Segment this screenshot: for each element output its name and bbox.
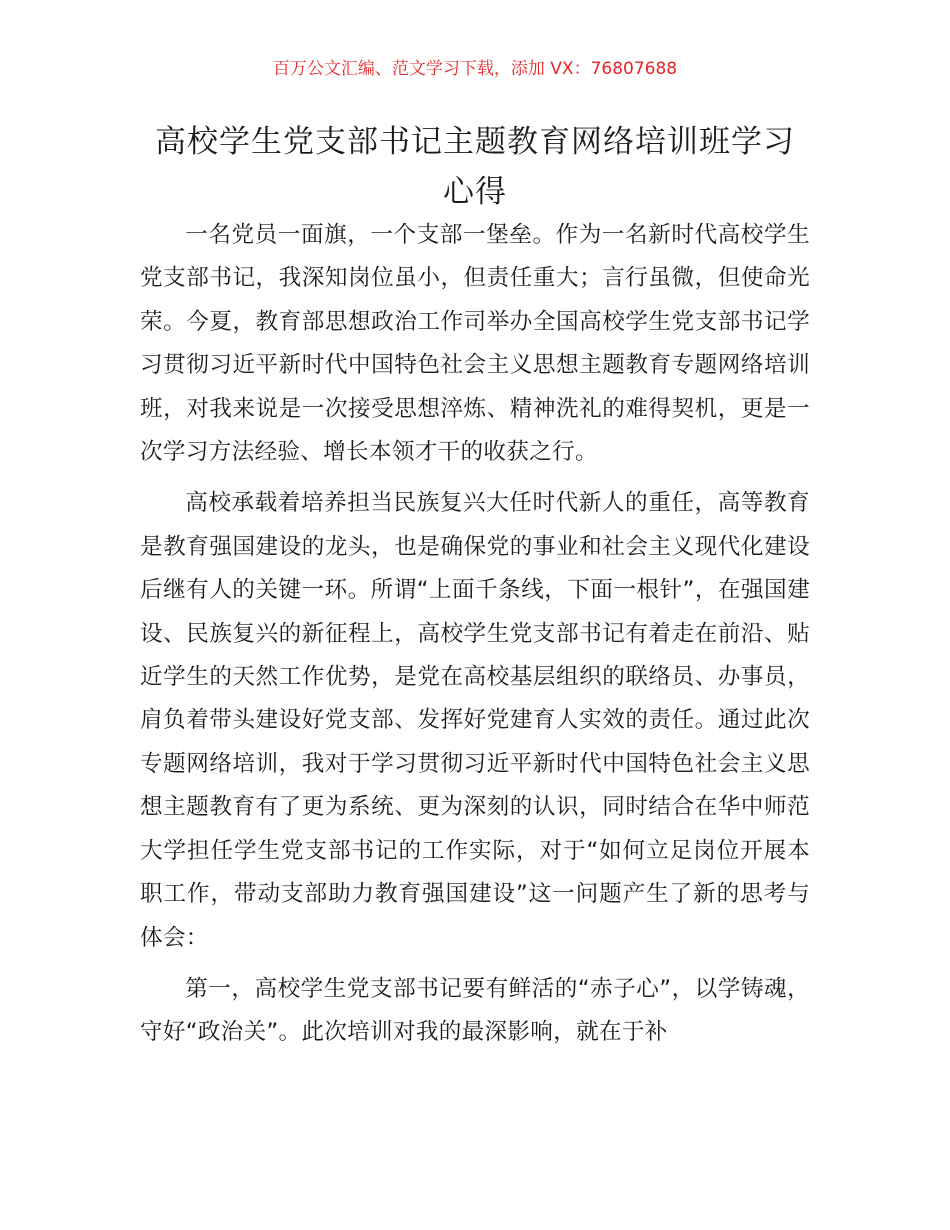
promo-banner: 百万公文汇编、范文学习下载，添加 VX：76807688 xyxy=(272,59,678,79)
paragraph-2: 高校承载着培养担当民族复兴大任时代新人的重任，高等教育是教育强国建设的龙头，也是确保党的事业和社会主义现代化建设后继有人的关键一环。所谓“上面千条线，下面一根针”，在强国建设、民族复兴的新征程上，高校学生党支部书记有着走在前沿、贴近学生的天然工作优势，是党在高校基层组织的联络员、办事员，肩负着带头建设好党支部、发挥好党建育人实效的责任。通过此次专题网络培训，我对于学习贯彻习近平新时代中国特色社会主义思想主题教育有了更为系统、更为深刻的认识，同时结合在华中师范大学担任学生党支部书记的工作实际，对于“如何立足岗位开展本职工作，带动支部助力教育强国建设”这一问题产生了新的思考与体会： xyxy=(140,490,810,951)
document-body xyxy=(140,214,810,1063)
document-title: 高校学生党支部书记主题教育网络培训班学习心得 xyxy=(155,124,795,210)
paragraph-3: 第一，高校学生党支部书记要有鲜活的“赤子心”，以学铸魂，守好“政治关”。此次培训对我的最深影响，就在于补 xyxy=(140,975,810,1046)
paragraph-1: 一名党员一面旗，一个支部一堡垒。作为一名新时代高校学生党支部书记，我深知岗位虽小，但责任重大；言行虽微，但使命光荣。今夏，教育部思想政治工作司举办全国高校学生党支部书记学习贯彻习近平新时代中国特色社会主义思想主题教育专题网络培训班，对我来说是一次接受思想淬炼、精神洗礼的难得契机，更是一次学习方法经验、增长本领才干的收获之行。 xyxy=(140,222,810,466)
